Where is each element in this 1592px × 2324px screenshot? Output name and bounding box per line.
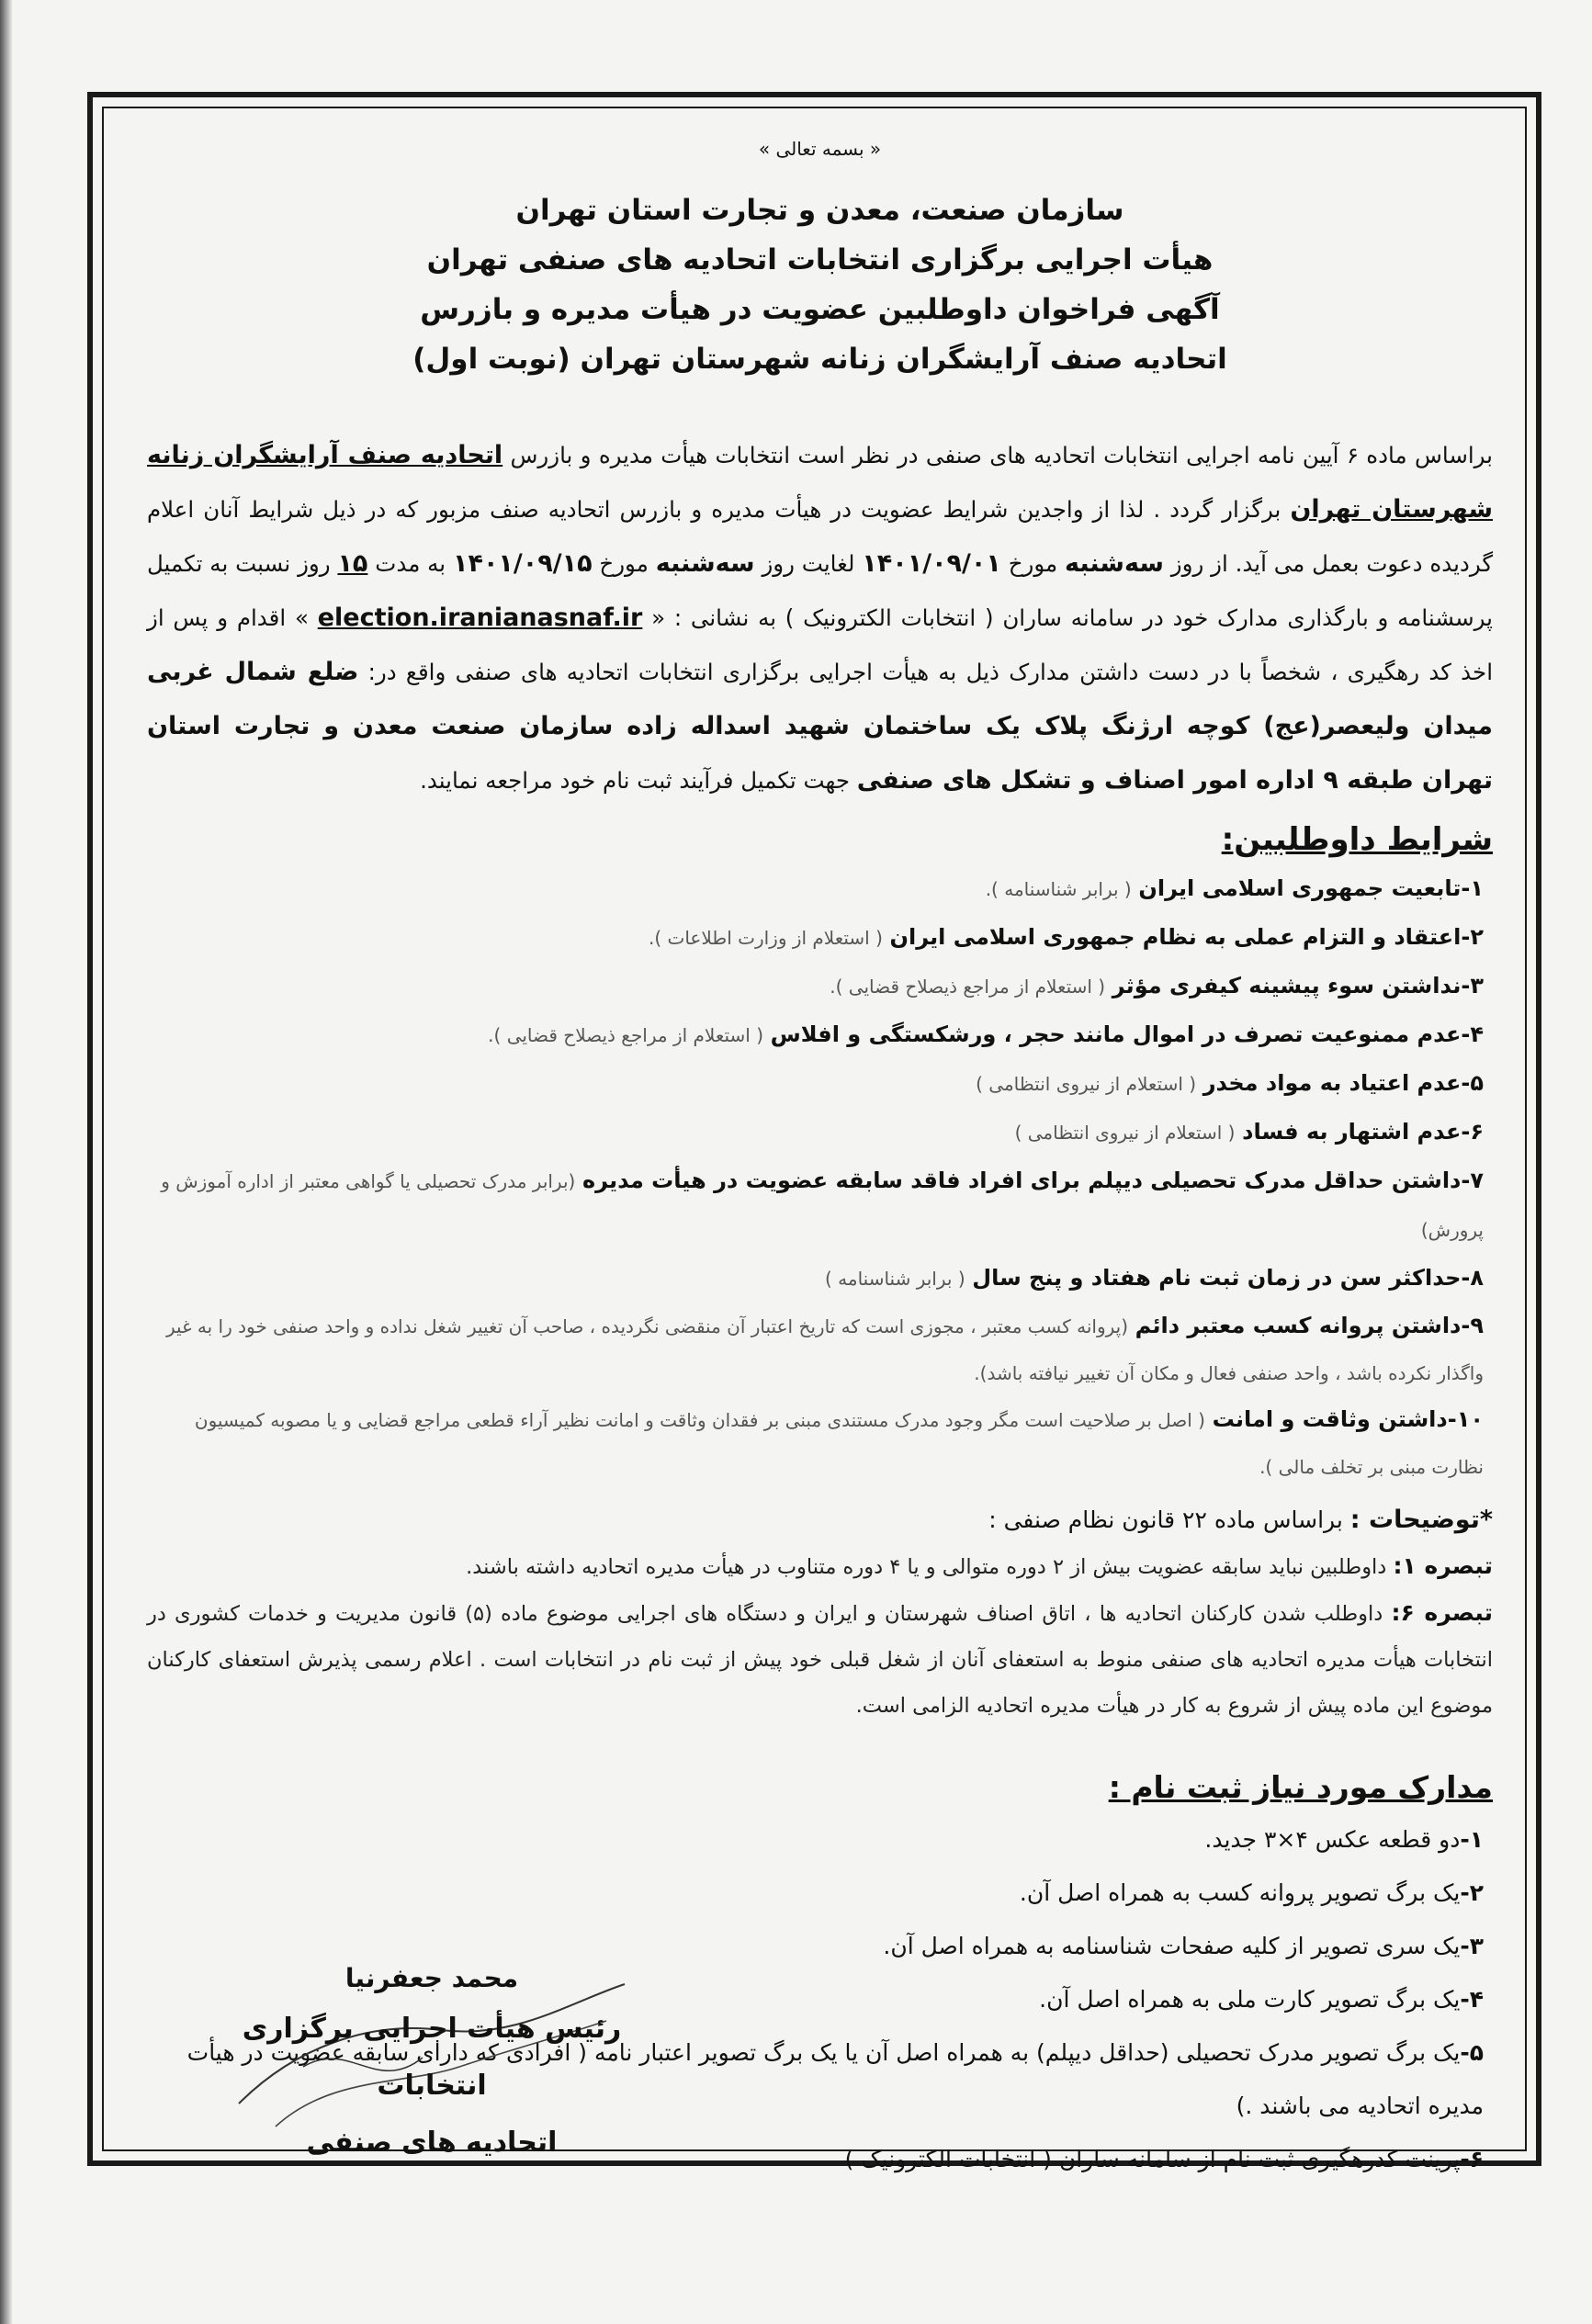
signatory-title-2: اتحادیه های صنفی — [306, 2127, 558, 2159]
condition-note: ( برابر شناسنامه ). — [985, 878, 1132, 900]
condition-note: ( استعلام از مراجع ذیصلاح قضایی ). — [830, 976, 1106, 998]
notes-subtitle: براساس ماده ۲۲ قانون نظام صنفی : — [988, 1506, 1343, 1533]
condition-number: ۵- — [1461, 1070, 1484, 1096]
conditions-title — [147, 815, 1493, 864]
condition-text: عدم اشتهار به فساد — [1242, 1119, 1462, 1145]
condition-item — [147, 1059, 1493, 1108]
intro-day-1: سه‌شنبه — [1065, 549, 1164, 578]
document-number: ۵- — [1460, 2039, 1484, 2066]
board-name: هیأت اجرایی برگزاری انتخابات اتحادیه های صنفی تهران — [426, 243, 1214, 276]
document-number: ۴- — [1460, 1986, 1484, 2013]
signatory-title-1: رئیس هیأت اجرایی برگزاری انتخابات — [242, 2013, 622, 2102]
document-item — [147, 1867, 1493, 1920]
notice-title: آگهی فراخوان داوطلبین عضویت در هیأت مدیره و بازرس — [420, 293, 1220, 326]
document-text: دو قطعه عکس ۴×۳ جدید. — [1204, 1826, 1461, 1853]
signatory-name: محمد جعفرنیا — [344, 1963, 519, 1993]
condition-text: داشتن حداقل مدرک تحصیلی دیپلم برای افراد فاقد سابقه عضویت در هیأت مدیره — [581, 1168, 1462, 1193]
condition-note: ( اصل بر صلاحیت است مگر وجود مدرک مستندی مبنی بر فقدان وثاقت و امانت نظیر آراء قطعی مراجع قضایی و یا مصوبه کمیسیون نظارت مبنی بر تخلف مالی ). — [194, 1409, 1484, 1478]
condition-number: ۹- — [1461, 1313, 1484, 1338]
scan-edge — [0, 0, 13, 2324]
condition-item — [147, 1396, 1493, 1490]
condition-note: ( برابر شناسنامه ) — [824, 1268, 965, 1290]
org-name: سازمان صنعت، معدن و تجارت استان تهران — [515, 194, 1124, 227]
intro-text-4: لغایت روز — [762, 550, 855, 577]
document-text: یک برگ تصویر مدرک تحصیلی (حداقل دیپلم) به همراه اصل آن یا یک برگ تصویر اعتبار نامه ( افرادی که دارای سابقه عضویت در هیأت مدیره اتحادیه می باشند .) — [186, 2039, 1484, 2119]
condition-item — [147, 1254, 1493, 1303]
document-text: پرینت کدرهگیری ثبت نام از سامانه ساران ( انتخابات الکترونیک ) — [844, 2146, 1461, 2172]
note-1-label: تبصره ۱: — [1393, 1552, 1493, 1579]
note-6-label: تبصره ۶: — [1391, 1599, 1493, 1626]
document-body — [147, 119, 1493, 2186]
intro-date-2: ۱۴۰۱/۰۹/۱۵ — [452, 549, 593, 578]
condition-text: عدم اعتیاد به مواد مخدر — [1202, 1070, 1462, 1096]
condition-item — [147, 1108, 1493, 1156]
conditions-list — [147, 864, 1493, 1490]
notes-heading — [147, 1497, 1493, 1543]
documents-title — [147, 1762, 1493, 1813]
condition-number: ۲- — [1461, 924, 1484, 950]
intro-text-9: جهت تکمیل فرآیند ثبت نام خود مراجعه نمایند. — [420, 767, 850, 794]
intro-text-3: مورخ — [1008, 550, 1058, 577]
document-number: ۳- — [1460, 1933, 1484, 1959]
intro-address: ضلع شمال غربی میدان ولیعصر(عج) کوچه ارژنگ پلاک یک ساختمان شهید اسداله زاده سازمان صنعت معدن و تجارت استان تهران طبقه ۹ اداره امور اصناف و تشکل های صنفی — [147, 658, 1493, 795]
condition-number: ۸- — [1461, 1265, 1484, 1291]
note-6-text: داوطلب شدن کارکنان اتحادیه ها ، اتاق اصناف شهرستان و ایران و دستگاه های اجرایی موضوع ماده (۵) قانون مدیریت و خدمات کشوری در انتخابات هیأت مدیره اتحادیه های صنفی منوط به استعفای آنان از شغل قبلی خود پیش از ثبت نام در انتخابات است . اعلام رسمی پذیرش استعفای کارکنان موضوع این ماده پیش از شروع به کار در هیأت مدیره اتحادیه الزامی است. — [147, 1602, 1493, 1718]
condition-text: داشتن پروانه کسب معتبر دائم — [1135, 1313, 1462, 1338]
intro-text-5: مورخ — [599, 550, 649, 577]
condition-note: ( استعلام از مراجع ذیصلاح قضایی ). — [488, 1024, 764, 1046]
intro-text-2: برگزار گردد . لذا از واجدین شرایط عضویت در هیأت مدیره و بازرس اتحادیه صنف مزبور که در ذیل شرایط آنان اعلام گردیده دعوت بعمل می آید. از روز — [147, 496, 1494, 577]
notes-title: *توضیحات : — [1349, 1506, 1493, 1534]
condition-text: حداکثر سن در زمان ثبت نام هفتاد و پنج سال — [972, 1265, 1462, 1291]
document-text: یک برگ تصویر پروانه کسب به همراه اصل آن. — [1019, 1879, 1461, 1906]
condition-text: نداشتن سوء پیشینه کیفری مؤثر — [1112, 973, 1462, 998]
condition-item — [147, 864, 1493, 913]
note-1-text: داوطلبین نباید سابقه عضویت بیش از ۲ دوره متوالی و یا ۴ دوره متناوب در هیأت مدیره اتحادیه داشته باشند. — [466, 1555, 1387, 1579]
intro-paragraph — [147, 428, 1493, 807]
condition-number: ۴- — [1461, 1021, 1484, 1047]
intro-day-2: سه‌شنبه — [655, 549, 755, 578]
condition-text: عدم ممنوعیت تصرف در اموال مانند حجر ، ورشکستگی و افلاس — [770, 1021, 1462, 1047]
invocation: « بسمه تعالی » — [758, 138, 882, 160]
note-6 — [147, 1590, 1493, 1729]
condition-text: اعتقاد و التزام عملی به نظام جمهوری اسلامی ایران — [889, 924, 1462, 950]
intro-text-6: به مدت — [375, 550, 446, 577]
condition-item — [147, 1303, 1493, 1396]
condition-number: ۶- — [1461, 1119, 1484, 1145]
note-1 — [147, 1543, 1493, 1590]
condition-text: تابعیت جمهوری اسلامی ایران — [1138, 875, 1462, 901]
union-title: اتحادیه صنف آرایشگران زنانه شهرستان تهران (نوبت اول) — [412, 343, 1227, 376]
intro-union: اتحادیه صنف آرایشگران زنانه شهرستان تهران — [147, 441, 1493, 524]
condition-note: ( استعلام از وزارت اطلاعات ). — [648, 927, 883, 949]
condition-item — [147, 1156, 1493, 1254]
condition-text: داشتن وثاقت و امانت — [1212, 1406, 1448, 1432]
document-number: ۶- — [1460, 2146, 1484, 2172]
condition-item — [147, 1010, 1493, 1059]
condition-item — [147, 962, 1493, 1010]
condition-note: (پروانه کسب معتبر ، مجوزی است که تاریخ اعتبار آن منقضی نگردیده ، صاحب آن تغییر شغل نداده و واحد صنفی خود را به غیر واگذار نکرده باشد ، واحد صنفی فعال و مکان آن تغییر نیافته باشد). — [166, 1315, 1484, 1384]
intro-website: election.iranianasnaf.ir — [317, 604, 643, 632]
intro-days: ۱۵ — [337, 549, 368, 578]
conditions-title-text: شرایط داوطلبین: — [1221, 821, 1493, 858]
intro-text-1: براساس ماده ۶ آیین نامه اجرایی انتخابات اتحادیه های صنفی در نظر است انتخابات هیأت مدیره و بازرس — [510, 442, 1493, 468]
condition-note: ( استعلام از نیروی انتظامی ) — [976, 1073, 1197, 1095]
intro-date-1: ۱۴۰۱/۰۹/۰۱ — [862, 549, 1001, 578]
condition-number: ۱۰- — [1447, 1406, 1484, 1432]
document-text: یک سری تصویر از کلیه صفحات شناسنامه به همراه اصل آن. — [883, 1933, 1461, 1959]
condition-number: ۷- — [1461, 1168, 1484, 1193]
document-text: یک برگ تصویر کارت ملی به همراه اصل آن. — [1039, 1986, 1461, 2013]
intro-text-7: روز نسبت به تکمیل پرسشنامه و بارگذاری مدارک خود در سامانه ساران ( انتخابات الکترونیک ) به نشانی : « — [147, 550, 1493, 631]
documents-title-text: مدارک مورد نیاز ثبت نام : — [1108, 1769, 1493, 1805]
condition-note: ( استعلام از نیروی انتظامی ) — [1014, 1122, 1236, 1144]
document-item — [147, 1813, 1493, 1867]
condition-note: (برابر مدرک تحصیلی یا گواهی معتبر از اداره آموزش و پرورش) — [161, 1170, 1484, 1241]
condition-number: ۳- — [1461, 973, 1484, 998]
condition-number: ۱- — [1461, 875, 1484, 901]
intro-text-8: » اقدام و پس از اخذ کد رهگیری ، شخصاً با در دست داشتن مدارک ذیل به هیأت اجرایی برگزاری انتخابات اتحادیه های صنفی واقع در: — [147, 604, 1493, 685]
signature-block — [193, 1957, 671, 2172]
document-number: ۲- — [1460, 1879, 1484, 1906]
document-number: ۱- — [1460, 1826, 1484, 1853]
condition-item — [147, 913, 1493, 962]
